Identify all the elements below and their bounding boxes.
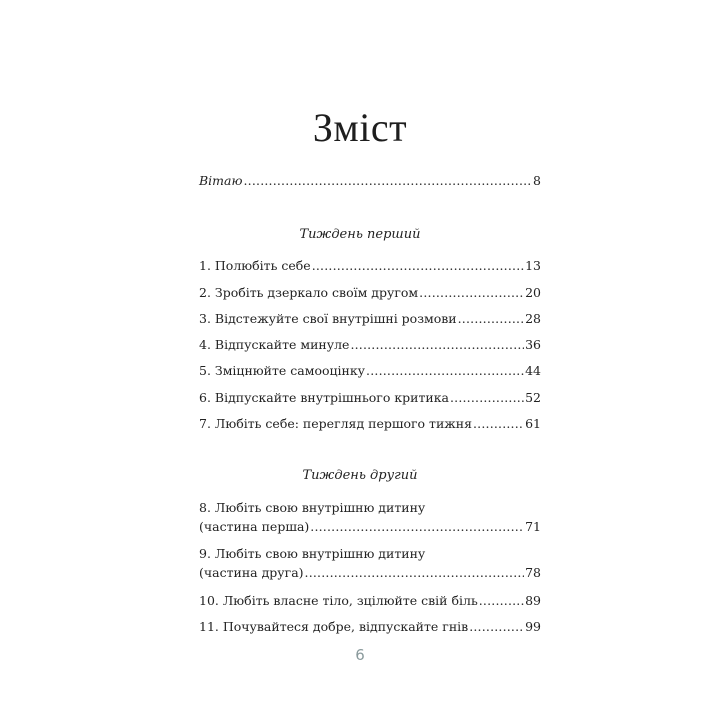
toc-entry[interactable] <box>199 518 541 536</box>
dot-leader <box>419 284 524 302</box>
toc-entry-label: 2. Зробіть дзеркало своїм другом <box>199 285 419 300</box>
dot-leader <box>310 518 524 536</box>
toc-entry-label: Вітаю <box>199 173 243 188</box>
toc-entry[interactable] <box>199 310 541 328</box>
toc-entry[interactable] <box>199 415 541 433</box>
dot-leader <box>479 592 524 610</box>
toc-entry-page: 28 <box>525 311 541 326</box>
toc-entry[interactable] <box>199 362 541 380</box>
dot-leader <box>450 389 524 407</box>
toc-entry-page: 20 <box>525 285 541 300</box>
dot-leader <box>350 336 524 354</box>
toc-entry-label: 10. Любіть власне тіло, зцілюйте свій біль <box>199 593 478 608</box>
dot-leader <box>458 310 524 328</box>
toc-entry-label: 4. Відпускайте минуле <box>199 337 350 352</box>
toc-entry-page: 71 <box>525 519 541 534</box>
dot-leader <box>469 618 524 636</box>
toc-entry-page: 13 <box>525 258 541 273</box>
toc-entry-label: (частина перша) <box>199 519 310 534</box>
toc-entry-label: 7. Любіть себе: перегляд першого тижня <box>199 416 472 431</box>
toc-entry-label: (частина друга) <box>199 565 304 580</box>
toc-title: Зміст <box>312 105 408 150</box>
toc-entry[interactable] <box>199 257 541 275</box>
toc-entry[interactable] <box>199 389 541 407</box>
toc-entry-intro[interactable] <box>199 172 541 190</box>
toc-entry-label: 6. Відпускайте внутрішнього критика <box>199 390 449 405</box>
toc-entry[interactable] <box>199 284 541 302</box>
toc-entry-page: 44 <box>525 363 541 378</box>
dot-leader <box>312 257 524 275</box>
toc-entry-page: 89 <box>525 593 541 608</box>
toc-entry-line1[interactable]: 8. Любіть свою внутрішню дитину <box>199 500 426 515</box>
dot-leader <box>244 172 533 190</box>
toc-entry[interactable] <box>199 592 541 610</box>
toc-entry[interactable] <box>199 564 541 582</box>
toc-entry-label: 1. Полюбіть себе <box>199 258 311 273</box>
toc-entry-label: 3. Відстежуйте свої внутрішні розмови <box>199 311 457 326</box>
toc-entry-page: 8 <box>533 173 541 188</box>
toc-entry[interactable] <box>199 618 541 636</box>
toc-entry-page: 61 <box>525 416 541 431</box>
dot-leader <box>473 415 524 433</box>
toc-entry-page: 78 <box>525 565 541 580</box>
toc-entry-label: 11. Почувайтеся добре, відпускайте гнів <box>199 619 469 634</box>
dot-leader <box>366 362 524 380</box>
toc-entry-label: 5. Зміцнюйте самооцінку <box>199 363 366 378</box>
section-heading-week2: Тиждень другий <box>302 468 418 483</box>
toc-entry[interactable] <box>199 336 541 354</box>
toc-entry-page: 36 <box>525 337 541 352</box>
toc-entry-page: 52 <box>525 390 541 405</box>
toc-entry-line1[interactable]: 9. Любіть свою внутрішню дитину <box>199 546 426 561</box>
toc-entry-page: 99 <box>525 619 541 634</box>
dot-leader <box>305 564 525 582</box>
page-number: 6 <box>355 646 365 664</box>
section-heading-week1: Тиждень перший <box>299 227 421 242</box>
